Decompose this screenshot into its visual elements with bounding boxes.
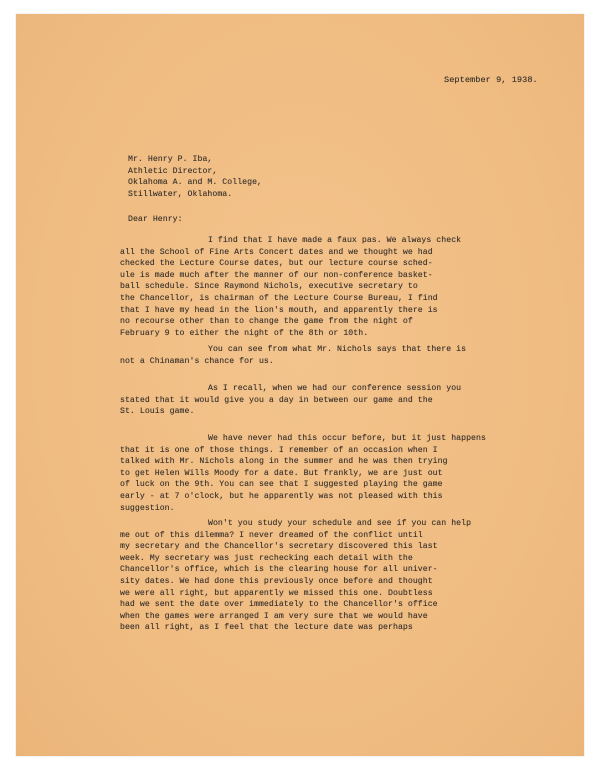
recipient-line: Stillwater, Oklahoma.: [128, 189, 233, 199]
paragraph-3: [120, 383, 552, 418]
paragraph-4: [120, 433, 552, 514]
text-line: Won't you study your schedule and see if you can help: [208, 519, 472, 528]
text-line: February 9 to either the night of the 8th or 10th.: [120, 328, 369, 338]
text-line: all the School of Fine Arts Concert dates and we thought we had: [120, 247, 433, 257]
text-line: to get Helen Wills Moody for a date. But frankly, we are just out: [120, 468, 443, 478]
text-line: the Chancellor, is chairman of the Lecture Course Bureau, I find: [120, 293, 438, 303]
paragraph-1: [120, 235, 552, 339]
text-line: of luck on the 9th. You can see that I suggested playing the game: [120, 480, 443, 490]
text-line: St. Louis game.: [120, 407, 195, 417]
recipient-line: Athletic Director,: [128, 166, 218, 176]
text-line: suggestion.: [120, 503, 175, 513]
text-line: Chancellor's office, which is the clearing house for all univer-: [120, 565, 438, 575]
text-line: when the games were arranged I am very sure that we would have: [120, 611, 428, 621]
text-line: ule is made much after the manner of our non-conference basket-: [120, 270, 433, 280]
recipient-line: Oklahoma A. and M. College,: [128, 178, 263, 188]
paragraph-2: [120, 344, 552, 367]
text-line: early - at 7 o'clock, but he apparently was not pleased with this: [120, 491, 443, 501]
text-line: talked with Mr. Nichols along in the summer and he was then trying: [120, 457, 448, 467]
text-line: ball schedule. Since Raymond Nichols, executive secretary to: [120, 282, 418, 292]
letter-date: September 9, 1938.: [444, 75, 538, 85]
text-line: my secretary and the Chancellor's secretary discovered this last: [120, 542, 438, 552]
recipient-address: [128, 154, 262, 200]
text-line: sity dates. We had done this previously once before and thought: [120, 576, 433, 586]
text-line: been all right, as I feel that the lecture date was perhaps: [120, 623, 413, 633]
text-line: We have never had this occur before, but it just happens: [208, 434, 486, 443]
text-line: that it is one of those things. I remember of an occasion when I: [120, 445, 438, 455]
text-line: me out of this dilemma? I never dreamed of the conflict until: [120, 530, 423, 540]
text-line: I find that I have made a faux pas. We always check: [208, 236, 462, 245]
text-line: not a Chinaman's chance for us.: [120, 356, 274, 366]
text-line: no recourse other than to change the game from the night of: [120, 317, 413, 327]
paragraph-5: [120, 518, 552, 634]
text-line: week. My secretary was just rechecking each detail with the: [120, 553, 413, 563]
text-line: we were all right, but apparently we missed this one. Doubtless: [120, 588, 433, 598]
text-line: had we sent the date over immediately to the Chancellor's office: [120, 600, 438, 610]
text-line: that I have my head in the lion's mouth, and apparently there is: [120, 305, 438, 315]
text-line: checked the Lecture Course dates, but our lecture course sched-: [120, 259, 433, 269]
recipient-line: Mr. Henry P. Iba,: [128, 155, 213, 164]
letter-page: [16, 14, 584, 756]
text-line: As I recall, when we had our conference session you: [208, 384, 462, 393]
salutation: Dear Henry:: [128, 215, 183, 224]
text-line: You can see from what Mr. Nichols says that there is: [208, 345, 467, 354]
text-line: stated that it would give you a day in between our game and the: [120, 395, 433, 405]
